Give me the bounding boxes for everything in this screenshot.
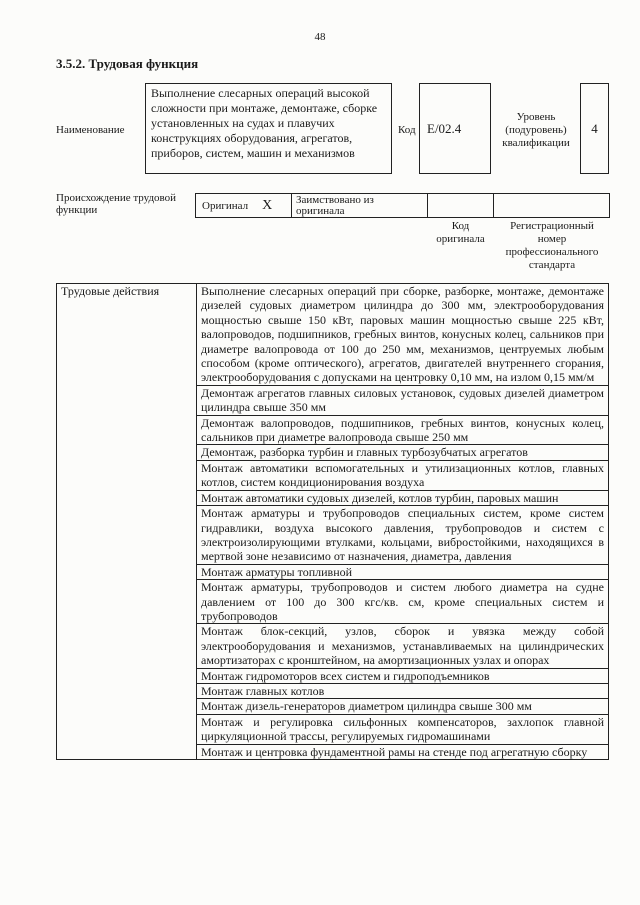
origin-label: Происхождение трудовой функции	[56, 192, 177, 216]
labor-actions-table	[56, 283, 609, 760]
origin-original-cell	[195, 193, 292, 218]
labor-actions-body	[57, 284, 609, 760]
function-name-value: Выполнение слесарных операций высокой сложности при монтаже, демонтаже, сборке установленных на судах и плавучих конструкциях оборудования, агрегатов, приборов, систем, машин и механизмов	[145, 83, 392, 174]
original-mark: X	[262, 197, 273, 213]
qualification-level-label: Уровень (подуровень) квалификации	[502, 111, 570, 149]
original-code-label: Код оригинала	[436, 220, 485, 245]
code-label: Код	[398, 124, 416, 136]
page-number: 48	[314, 31, 326, 43]
original-label: Оригинал	[202, 199, 249, 212]
original-code-cell	[427, 193, 494, 218]
labor-action-item: Монтаж арматуры, трубопроводов и систем любого диаметра на судне давлением от 100 до 300 кгс/кв. см, кроме специальных систем и трубопроводов	[197, 580, 609, 624]
labor-action-item: Демонтаж, разборка турбин и главных турбозубчатых агрегатов	[197, 445, 609, 460]
registration-number-label: Регистрационный номер профессионального стандарта	[505, 220, 599, 271]
labor-action-item: Выполнение слесарных операций при сборке, разборке, монтаже, демонтаже дизелей судовых диаметром цилиндра до 300 мм, электрооборудования мощностью свыше 150 кВт, паровых машин мощностью свыше 225 кВт, валопроводов, подшипников, гребных винтов, конусных колец, сальников при диаметре валопровода от 100 до 250 мм, механизмов, центруемых любым способом (кроме оптического), агрегатов, двигателей внутреннего сгорания, электрооборудования с допусками на центровку 0,10 мм, на излом 0,15 мм/м	[197, 284, 609, 386]
section-title: 3.5.2. Трудовая функция	[56, 56, 199, 71]
labor-action-item: Монтаж и центровка фундаментной рамы на стенде под агрегатную сборку	[197, 744, 609, 759]
labor-action-item: Монтаж автоматики судовых дизелей, котлов турбин, паровых машин	[197, 490, 609, 505]
registration-number-cell	[493, 193, 610, 218]
labor-action-item: Монтаж арматуры топливной	[197, 564, 609, 579]
labor-action-item: Монтаж гидромоторов всех систем и гидроподъемников	[197, 668, 609, 683]
labor-action-item: Монтаж блок-секций, узлов, сборок и увязка между собой электрооборудования и механизмов, устанавливаемых на цилиндрических амортизаторах с кронштейном, на амортизационных узлах и опорах	[197, 624, 609, 668]
labor-action-item: Демонтаж агрегатов главных силовых установок, судовых дизелей диаметром цилиндра свыше 350 мм	[197, 385, 609, 415]
name-label: Наименование	[56, 124, 125, 136]
borrowed-label: Заимствовано из оригинала	[291, 193, 428, 218]
labor-action-item: Монтаж и регулировка сильфонных компенсаторов, захлопок главной циркуляционной трассы, регулируемых гидромашинами	[197, 714, 609, 744]
labor-actions-label: Трудовые действия	[57, 284, 197, 760]
qualification-level-value	[580, 83, 609, 174]
labor-action-item: Монтаж главных котлов	[197, 683, 609, 698]
table-row	[57, 284, 609, 386]
labor-action-item: Монтаж автоматики вспомогательных и утилизационных котлов, главных котлов, систем кондиционирования воздуха	[197, 460, 609, 490]
labor-action-item: Демонтаж валопроводов, подшипников, гребных винтов, конусных колец, сальников при диаметре валопровода свыше 250 мм	[197, 415, 609, 445]
qualification-level-text: 4	[591, 120, 598, 136]
labor-action-item: Монтаж арматуры и трубопроводов специальных систем, кроме систем гидравлики, воздуха высокого давления, трубопроводов и систем с электроизолирующими втулками, кольцами, вибростойкими, находящихся в мертвой зоне независимо от назначения, диаметра, давления	[197, 506, 609, 565]
function-code-text: E/02.4	[427, 120, 462, 136]
function-code-value	[419, 83, 491, 174]
labor-action-item: Монтаж дизель-генераторов диаметром цилиндра свыше 300 мм	[197, 699, 609, 714]
